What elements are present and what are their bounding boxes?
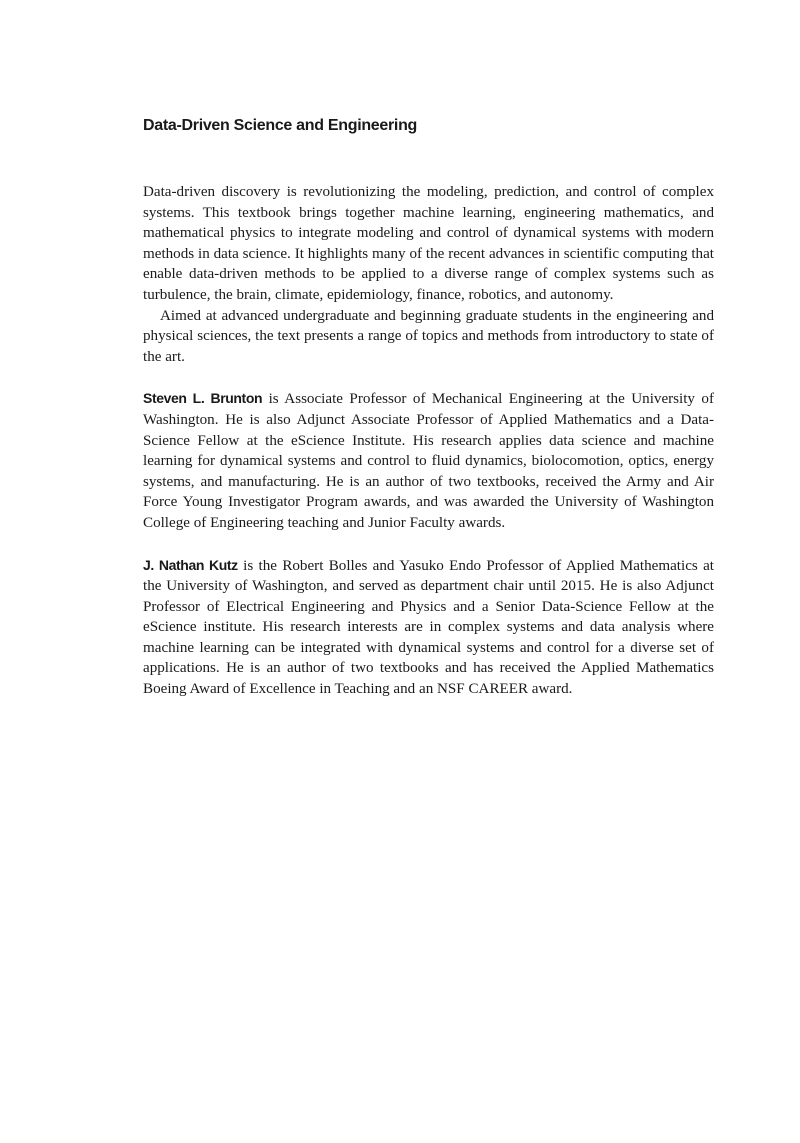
book-title: Data-Driven Science and Engineering <box>143 117 418 134</box>
author-bio-paragraph <box>143 388 714 533</box>
author-bio-kutz <box>143 555 714 700</box>
author-bio-brunton <box>143 388 714 533</box>
author-name: Steven L. Brunton <box>143 390 263 407</box>
page-content <box>143 115 714 700</box>
author-bio-text: is the Robert Bolles and Yasuko Endo Professor of Applied Mathematics at the University of Washington, and served as department chair until 2015. He is also Adjunct Professor of Electrical Engineering and Physics and a Senior Data-Science Fellow at the eScience institute. His research interests are in complex systems and data analysis where machine learning can be integrated with dynamical systems and control for a diverse set of applications. He is an author of two textbooks and has received the Applied Mathematics Boeing Award of Excellence in Teaching and an NSF CAREER award. <box>143 557 714 698</box>
author-bio-paragraph <box>143 555 714 700</box>
author-name: J. Nathan Kutz <box>143 556 238 573</box>
description-paragraph: Data-driven discovery is revolutionizing the modeling, prediction, and control of complex systems. This textbook brings together machine learning, engineering mathematics, and mathematical physics to integrate modeling and control of dynamical systems with modern methods in data science. It highlights many of the recent advances in scientific computing that enable data-driven methods to be applied to a diverse range of complex systems such as turbulence, the brain, climate, epidemiology, finance, robotics, and autonomy. <box>143 184 714 303</box>
description-paragraph: Aimed at advanced undergraduate and beginning graduate students in the engineering and physical sciences, the text presents a range of topics and methods from introductory to state of the art. <box>143 307 714 365</box>
book-description <box>143 182 714 367</box>
author-bio-text: is Associate Professor of Mechanical Engineering at the University of Washington. He is also Adjunct Associate Professor of Applied Mathematics and a Data-Science Fellow at the eScience Institute. His research applies data science and machine learning for dynamical systems and control to fluid dynamics, biolocomotion, optics, energy systems, and manufacturing. He is an author of two textbooks, received the Army and Air Force Young Investigator Program awards, and was awarded the University of Washington College of Engineering teaching and Junior Faculty awards. <box>143 391 715 531</box>
